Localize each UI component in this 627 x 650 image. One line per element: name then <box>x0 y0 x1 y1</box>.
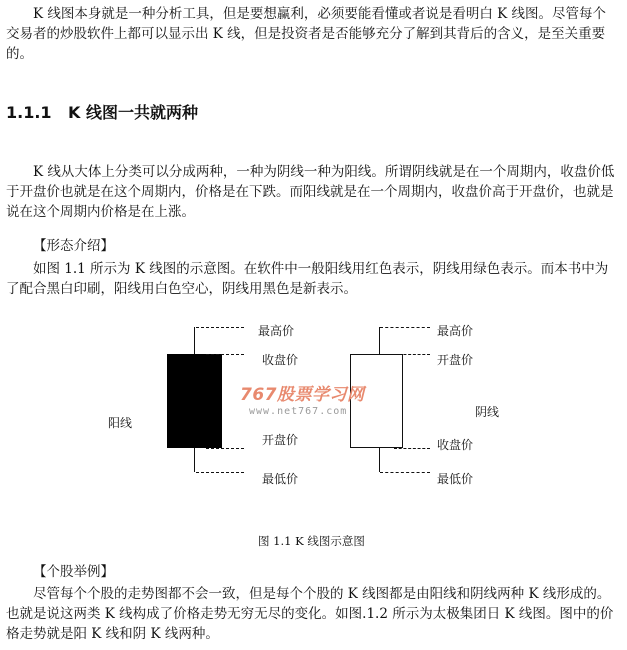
right-close-label: 收盘价 <box>437 438 474 452</box>
left-open-label: 开盘价 <box>262 433 299 447</box>
left-upper-wick <box>194 327 195 355</box>
watermark-title: 767股票学习网 <box>240 385 365 405</box>
right-open-dash <box>394 354 430 355</box>
right-upper-wick <box>379 327 380 355</box>
left-close-dash <box>206 354 244 355</box>
paragraph-figure-intro: 如图 1.1 所示为 K 线图的示意图。在软件中一般阳线用红色表示，阴线用绿色表示。而本书中为了配合黑白印刷，阳线用白色空心，阴线用黑色是新表示。 <box>6 261 609 297</box>
left-close-label: 收盘价 <box>262 353 299 367</box>
right-high-dash <box>380 327 430 328</box>
right-low-dash <box>380 472 430 473</box>
right-high-label: 最高价 <box>437 324 474 338</box>
watermark-url: www.net767.com <box>249 406 348 417</box>
left-lower-wick <box>194 448 195 472</box>
left-high-label: 最高价 <box>258 324 295 338</box>
left-candle-name: 阳线 <box>108 416 133 430</box>
section-number: 1.1.1 <box>6 103 52 122</box>
right-low-label: 最低价 <box>437 472 474 486</box>
figure-caption: 图 1.1 K 线图示意图 <box>258 534 365 548</box>
intro-paragraph: K 线图本身就是一种分析工具，但是要想赢利，必须要能看懂或者说是看明白 K 线图。尽管每个交易者的炒股软件上都可以显示出 K 线，但是投资者是否能够充分了解到其背后的含义，是至关重要的。 <box>6 6 607 62</box>
right-candle-name: 阴线 <box>475 405 500 419</box>
right-lower-wick <box>379 448 380 472</box>
form-intro-label: 【形态介绍】 <box>33 238 114 254</box>
left-low-dash <box>196 472 244 473</box>
left-open-dash <box>206 448 244 449</box>
paragraph-example: 尽管每个个股的走势图都不会一致，但是每个个股的 K 线图都是由阳线和阴线两种 K 线形成的。也就是说这两类 K 线构成了价格走势无穷无尽的变化。如图.1.2 所示为太极集团日 K 线图。图中的价格走势就是阳 K 线和阴 K 线两种。 <box>6 586 614 642</box>
section-title: K 线图一共就两种 <box>68 103 198 122</box>
left-low-label: 最低价 <box>262 472 299 486</box>
left-high-dash <box>196 327 244 328</box>
paragraph-candle-types: K 线从大体上分类可以分成两种，一种为阴线一种为阳线。所谓阴线就是在一个周期内，收盘价低于开盘价也就是在这个周期内，价格是在下跌。而阳线就是在一个周期内，收盘价高于开盘价，也就是说在这个周期内价格是在上涨。 <box>6 164 615 220</box>
section-heading <box>6 100 198 123</box>
left-candle-body <box>167 354 222 448</box>
example-label: 【个股举例】 <box>33 564 114 580</box>
right-open-label: 开盘价 <box>437 353 474 367</box>
right-close-dash <box>394 448 430 449</box>
